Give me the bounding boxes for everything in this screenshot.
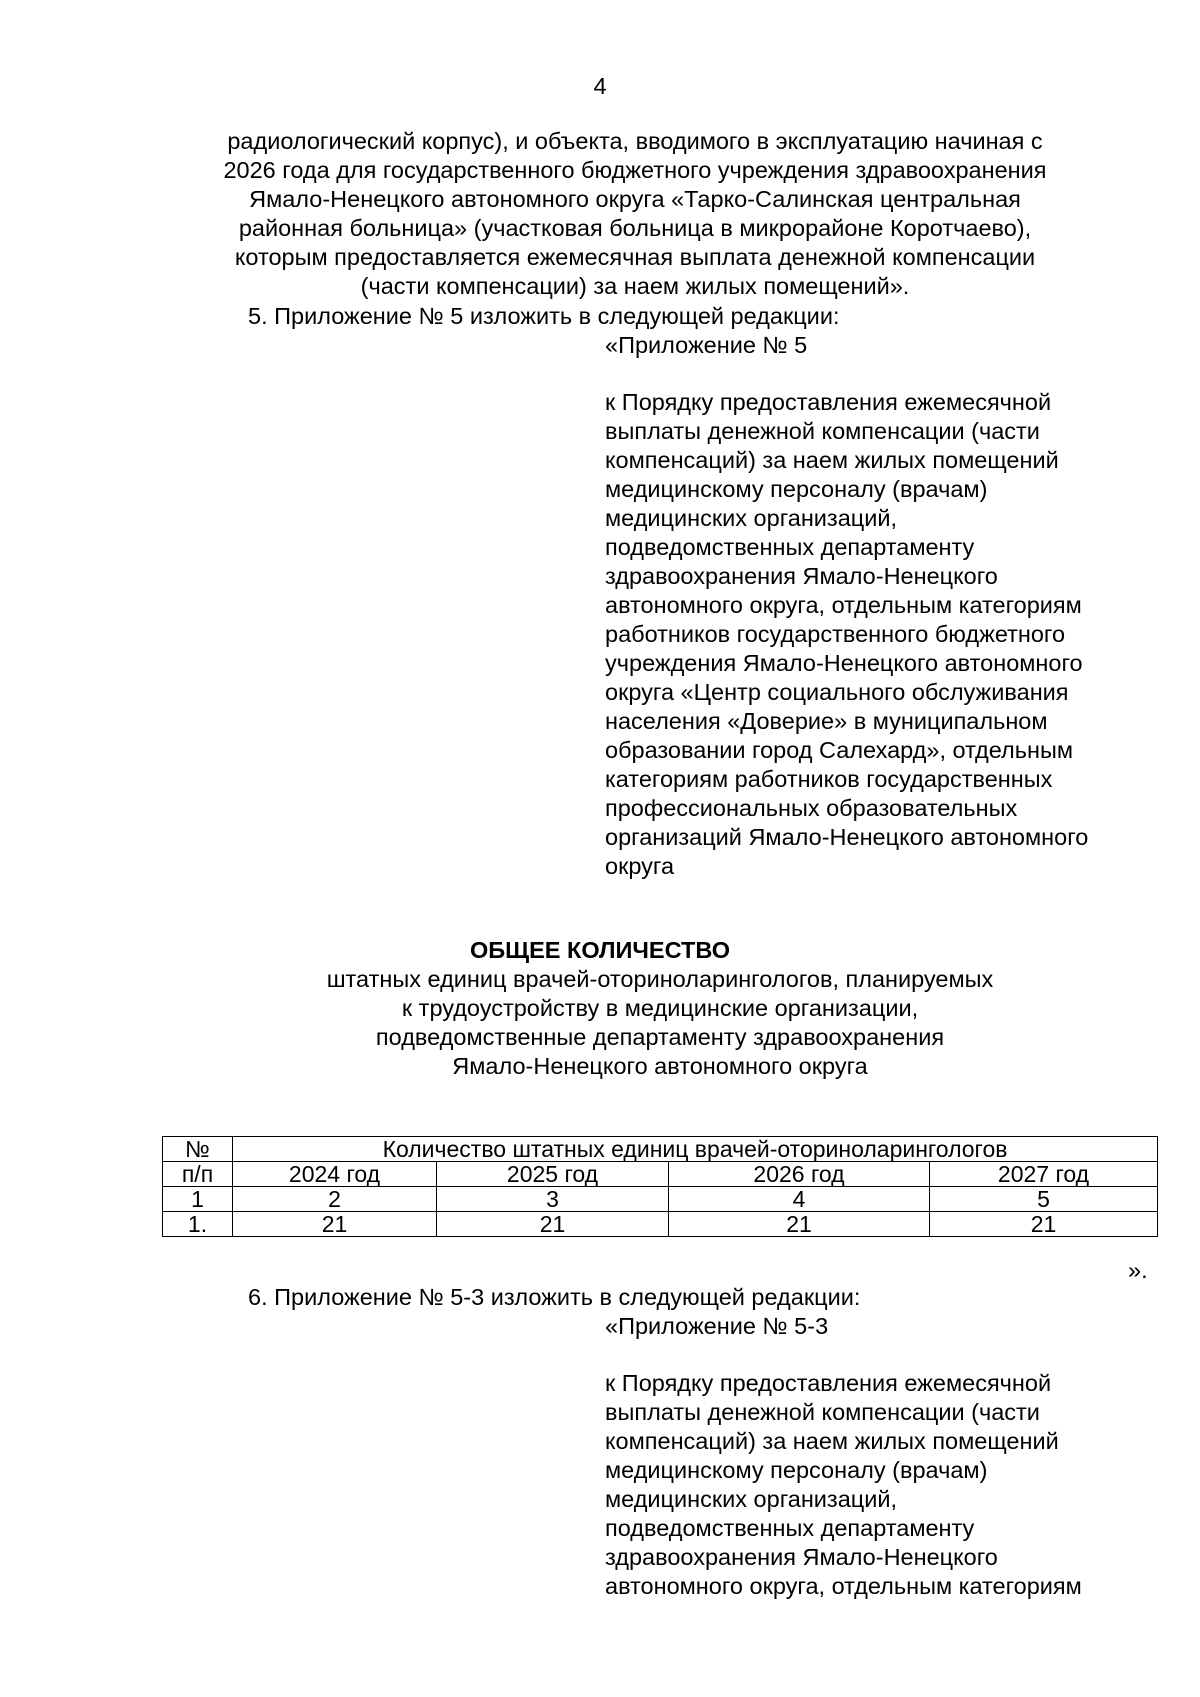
text-line: работников государственного бюджетного [605,621,1066,647]
text-line: штатных единиц врачей-оториноларингологов, планируемых [326,966,994,992]
text-line: образовании город Салехард», отдельным [605,737,1074,763]
text-line: компенсаций) за наем жилых помещений [605,1428,1059,1454]
annex-5-3-heading: «Приложение № 5-3 [605,1313,829,1339]
text-line: медицинскому персоналу (врачам) [605,476,988,502]
item-6-instruction: 6. Приложение № 5-3 изложить в следующей редакции: [248,1284,861,1310]
header-cell-number: п/п [163,1162,233,1187]
closing-quote: ». [1128,1257,1148,1283]
text-line: к Порядку предоставления ежемесячной [605,1370,1052,1396]
staff-count-table [162,1136,1158,1237]
table-header-row [163,1137,1158,1162]
text-line: подведомственных департаменту [605,534,975,560]
text-line: медицинскому персоналу (врачам) [605,1457,988,1483]
table-cell: 3 [437,1187,669,1212]
header-cell-year: 2027 год [930,1162,1158,1187]
table-cell: 21 [669,1212,930,1237]
header-cell-year: 2024 год [233,1162,437,1187]
table-cell: 1 [163,1187,233,1212]
text-line: здравоохранения Ямало-Ненецкого [605,1544,998,1570]
text-line: населения «Доверие» в муниципальном [605,708,1048,734]
text-line: Ямало-Ненецкого автономного округа «Тарко-Салинская центральная [249,186,1021,212]
annex-5-description [605,388,1165,881]
text-line: профессиональных образовательных [605,795,1018,821]
document-subtitle [150,965,1170,1081]
text-line: подведомственные департаменту здравоохранения [375,1024,945,1050]
table-cell: 21 [930,1212,1158,1237]
table-row [163,1212,1158,1237]
table-cell: 21 [233,1212,437,1237]
text-line: Ямало-Ненецкого автономного округа [452,1053,868,1079]
header-cell-year: 2026 год [669,1162,930,1187]
text-line: автономного округа, отдельным категориям [605,592,1082,618]
table-cell: 5 [930,1187,1158,1212]
text-line: выплаты денежной компенсации (части [605,1399,1040,1425]
text-line: компенсаций) за наем жилых помещений [605,447,1059,473]
text-line: 2026 года для государственного бюджетного учреждения здравоохранения [223,157,1047,183]
text-line: здравоохранения Ямало-Ненецкого [605,563,998,589]
text-line: округа «Центр социального обслуживания [605,679,1069,705]
document-title: ОБЩЕЕ КОЛИЧЕСТВО [469,937,730,963]
annex-5-3-description [605,1369,1165,1601]
page-number: 4 [593,73,607,99]
text-line: медицинских организаций, [605,1486,898,1512]
text-line: которым предоставляется ежемесячная выплата денежной компенсации [234,244,1036,270]
text-line: районная больница» (участковая больница в микрорайоне Коротчаево), [238,215,1032,241]
intro-paragraph [150,127,1120,301]
header-cell-number: № [163,1137,233,1162]
text-line: подведомственных департаменту [605,1515,975,1541]
text-line: автономного округа, отдельным категориям [605,1573,1082,1599]
header-cell-group: Количество штатных единиц врачей-оториноларингологов [233,1137,1158,1162]
annex-5-heading: «Приложение № 5 [605,332,808,358]
text-line: к Порядку предоставления ежемесячной [605,389,1052,415]
item-5-instruction: 5. Приложение № 5 изложить в следующей редакции: [248,303,840,329]
table-cell: 21 [437,1212,669,1237]
text-line: (части компенсации) за наем жилых помещений». [360,273,910,299]
header-cell-year: 2025 год [437,1162,669,1187]
table-cell: 1. [163,1212,233,1237]
text-line: организаций Ямало-Ненецкого автономного [605,824,1089,850]
table-cell: 2 [233,1187,437,1212]
table-header-row [163,1162,1158,1187]
text-line: выплаты денежной компенсации (части [605,418,1040,444]
text-line: медицинских организаций, [605,505,898,531]
table-row [163,1187,1158,1212]
text-line: учреждения Ямало-Ненецкого автономного [605,650,1083,676]
text-line: радиологический корпус), и объекта, вводимого в эксплуатацию начиная с [227,128,1043,154]
table-cell: 4 [669,1187,930,1212]
text-line: к трудоустройству в медицинские организации, [401,995,919,1021]
text-line: округа [605,853,675,879]
text-line: категориям работников государственных [605,766,1053,792]
